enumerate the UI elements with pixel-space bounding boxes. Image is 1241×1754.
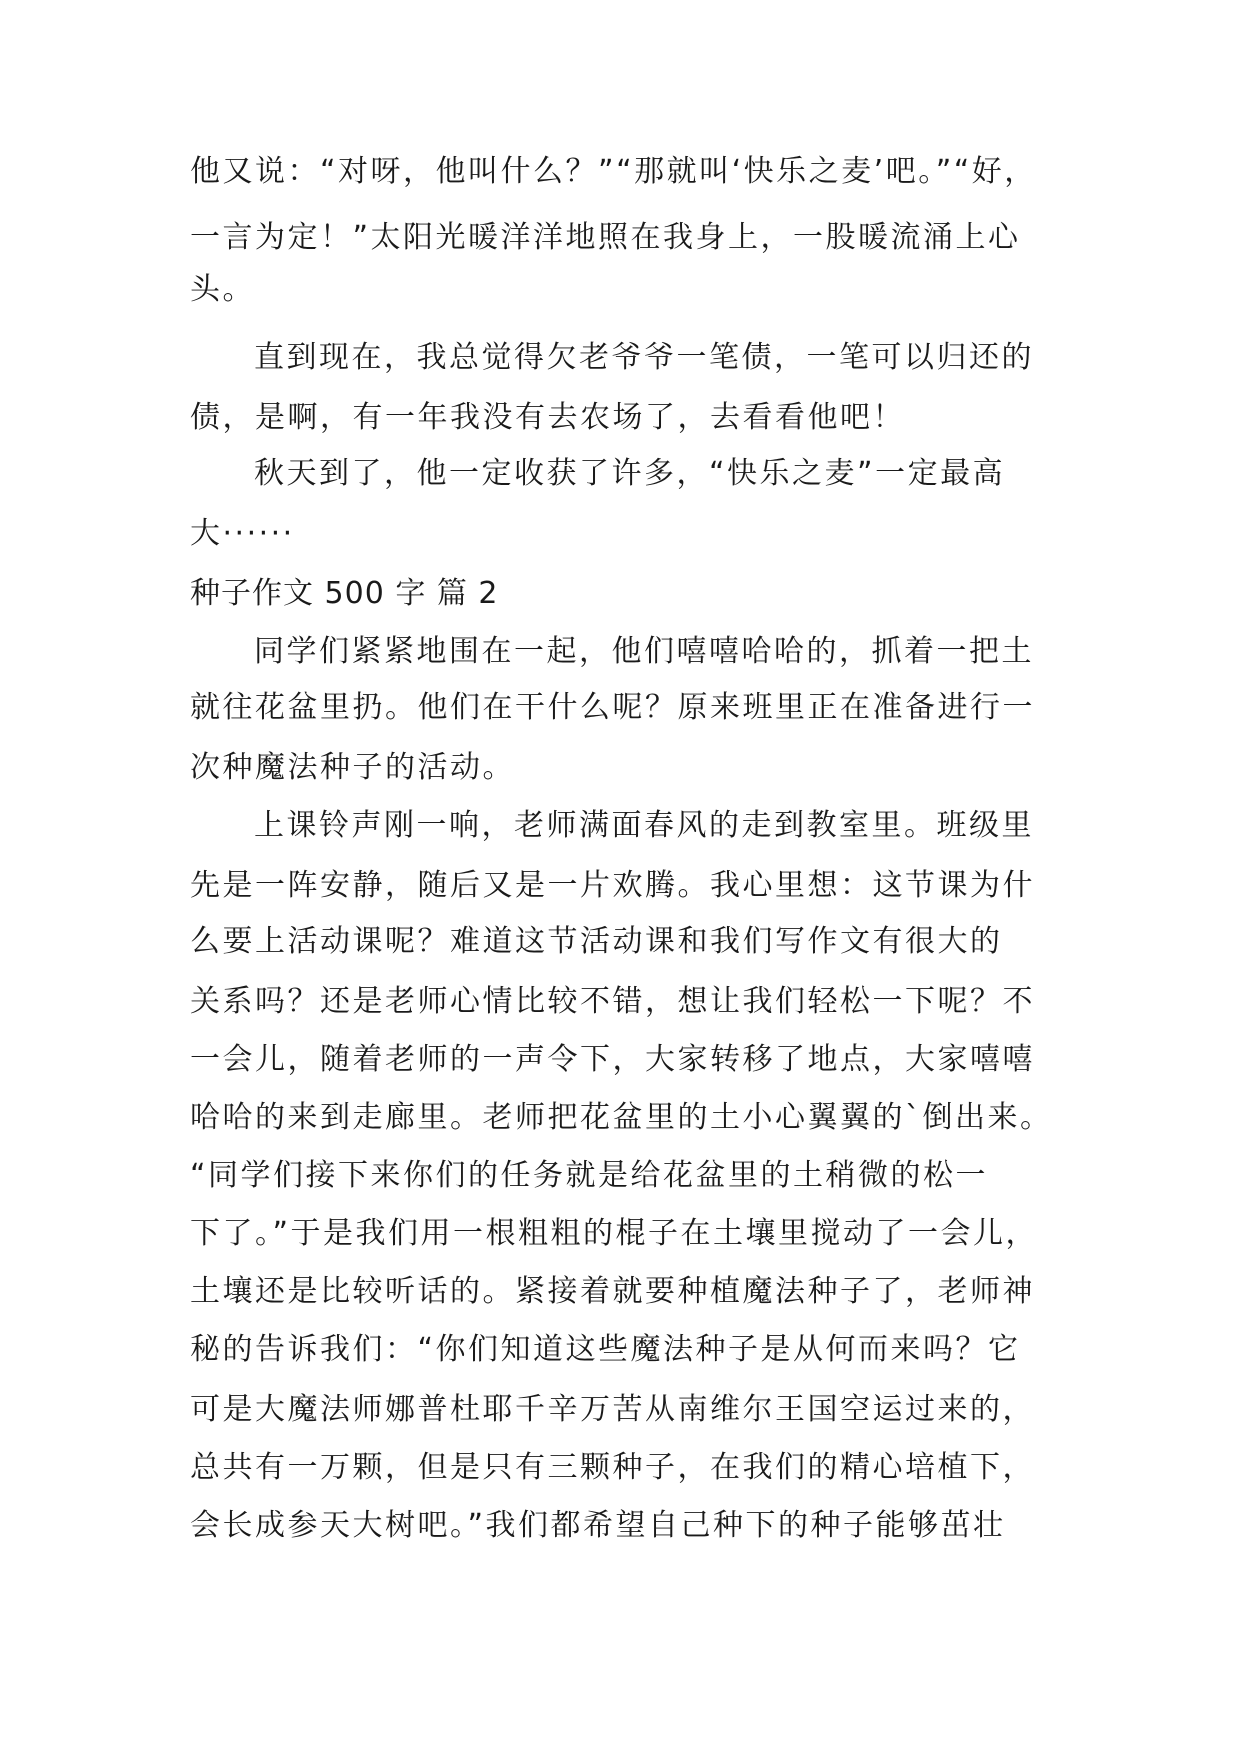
text-line: 会长成参天大树吧。”我们都希望自己种下的种子能够茁壮: [190, 1508, 1006, 1543]
section-heading: 种子作文 500 字 篇 2: [190, 576, 499, 611]
text-line: 他又说：“对呀，他叫什么？”“那就叫‘快乐之麦’吧。”“好，: [190, 154, 1037, 189]
text-line: 一言为定！”太阳光暖洋洋地照在我身上，一股暖流涌上心: [190, 220, 1021, 255]
text-line: 秋天到了，他一定收获了许多，“快乐之麦”一定最高: [254, 456, 1006, 491]
text-line: 大······: [190, 516, 295, 551]
text-line: 土壤还是比较听话的。紧接着就要种植魔法种子了，老师神: [190, 1274, 1035, 1309]
text-line: 上课铃声刚一响，老师满面春风的走到教室里。班级里: [254, 808, 1034, 843]
text-line: 下了。”于是我们用一根粗粗的棍子在土壤里搅动了一会儿，: [190, 1216, 1039, 1251]
text-line: 么要上活动课呢？难道这节活动课和我们写作文有很大的: [190, 924, 1003, 959]
text-line: 直到现在，我总觉得欠老爷爷一笔债，一笔可以归还的: [254, 340, 1034, 375]
text-line: 秘的告诉我们：“你们知道这些魔法种子是从何而来吗？它: [190, 1332, 1021, 1367]
text-line: 总共有一万颗，但是只有三颗种子，在我们的精心培植下，: [190, 1450, 1035, 1485]
text-line: 先是一阵安静，随后又是一片欢腾。我心里想：这节课为什: [190, 868, 1035, 903]
text-line: 同学们紧紧地围在一起，他们嘻嘻哈哈的，抓着一把土: [254, 634, 1034, 669]
text-line: 一会儿，随着老师的一声令下，大家转移了地点，大家嘻嘻: [190, 1042, 1035, 1077]
text-line: 哈哈的来到走廊里。老师把花盆里的土小心翼翼的`倒出来。: [190, 1100, 1053, 1135]
text-line: 就往花盆里扔。他们在干什么呢？原来班里正在准备进行一: [190, 690, 1035, 725]
text-line: 关系吗？还是老师心情比较不错，想让我们轻松一下呢？不: [190, 984, 1035, 1019]
text-line: 债，是啊，有一年我没有去农场了，去看看他吧！: [190, 400, 905, 435]
text-line: “同学们接下来你们的任务就是给花盆里的土稍微的松一: [190, 1158, 989, 1193]
text-line: 头。: [190, 272, 255, 307]
text-line: 次种魔法种子的活动。: [190, 750, 515, 785]
text-line: 可是大魔法师娜普杜耶千辛万苦从南维尔王国空运过来的，: [190, 1392, 1035, 1427]
